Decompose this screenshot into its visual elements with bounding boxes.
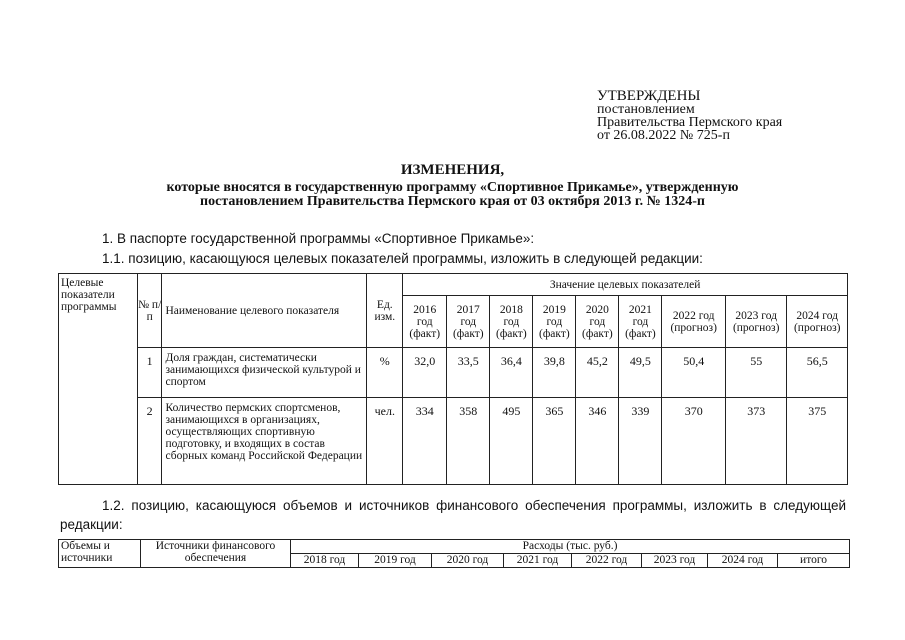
year-line: 2022 год (672, 309, 715, 322)
year-line: год (460, 315, 477, 328)
year-header (447, 296, 490, 348)
year-header (725, 296, 786, 348)
row-label-cell (59, 274, 138, 485)
table-row (59, 348, 848, 398)
indicator-name: Доля граждан, систематически занимающихся физической культурой и спортом (162, 348, 367, 398)
col-unit-header (367, 274, 403, 348)
indicator-value: 33,5 (447, 348, 490, 398)
indicator-value: 373 (725, 398, 786, 485)
year-line: (прогноз) (670, 321, 717, 334)
year-line: 2016 (413, 303, 437, 316)
subtitle-line-1: которые вносятся в государственную программу «Спортивное Прикамье», утвержденную (166, 180, 739, 195)
col-sources-label: Источники финансового обеспечения (155, 540, 276, 564)
year-line: год (416, 315, 433, 328)
indicator-name: Количество пермских спортсменов, занимающихся в организациях, осуществляющих спортивную подготовку, и входящих в состав сборных команд Российской Федерации (162, 398, 367, 485)
document-title: ИЗМЕНЕНИЯ, (400, 162, 505, 178)
col-volumes-header (59, 540, 141, 568)
indicator-value: 375 (787, 398, 848, 485)
year-line: (факт) (452, 327, 484, 340)
year-header (576, 296, 619, 348)
col-num-header (137, 274, 162, 348)
indicator-value: 339 (619, 398, 662, 485)
year-header (619, 296, 662, 348)
paragraph-1-2: 1.2. позицию, касающуюся объемов и источников финансового обеспечения программы, изложить в следующей редакции: (60, 498, 846, 532)
total-header: итого (778, 554, 850, 568)
year-header (403, 296, 447, 348)
row-num: 1 (137, 348, 162, 398)
indicator-value: 365 (533, 398, 576, 485)
year-header: 2023 год (642, 554, 708, 568)
year-header: 2022 год (572, 554, 642, 568)
year-line: 2020 (585, 303, 609, 316)
col-sources-header (141, 540, 291, 568)
year-line: 2021 (628, 303, 652, 316)
col-num-label: № п/п (138, 298, 162, 323)
year-header (490, 296, 533, 348)
approval-line-3: Правительства Пермского края (597, 115, 783, 130)
year-line: год (546, 315, 563, 328)
indicator-value: 49,5 (619, 348, 662, 398)
col-name-header (162, 274, 367, 348)
year-line: 2017 (456, 303, 480, 316)
year-line: год (503, 315, 520, 328)
year-line: (факт) (582, 327, 613, 340)
indicator-value: 358 (447, 398, 490, 485)
year-header (787, 296, 848, 348)
indicator-value: 346 (576, 398, 619, 485)
values-group-label: Значение целевых показателей (549, 278, 701, 291)
year-header (533, 296, 576, 348)
year-header: 2020 год (432, 554, 504, 568)
year-header (662, 296, 726, 348)
indicator-value: 55 (725, 348, 786, 398)
indicator-value: 50,4 (662, 348, 726, 398)
year-line: (факт) (495, 327, 527, 340)
year-line: 2019 (542, 303, 566, 316)
indicator-value: 56,5 (787, 348, 848, 398)
year-line: 2024 год (796, 309, 838, 322)
year-line: (факт) (539, 327, 570, 340)
indicator-unit: % (367, 348, 403, 398)
col-name-label: Наименование целевого показателя (165, 304, 340, 317)
year-line: (факт) (625, 327, 656, 340)
document-subtitle (0, 181, 905, 209)
year-line: год (589, 315, 606, 328)
year-header: 2021 год (504, 554, 572, 568)
indicator-unit: чел. (367, 398, 403, 485)
approval-block (597, 90, 887, 142)
indicator-value: 36,4 (490, 348, 533, 398)
year-line: 2023 год (735, 309, 777, 322)
subtitle-line-2: постановлением Правительства Пермского края от 03 октября 2013 г. № 1324-п (200, 194, 705, 209)
indicator-value: 45,2 (576, 348, 619, 398)
row-label: Целевые показатели программы (61, 277, 117, 313)
indicator-value: 39,8 (533, 348, 576, 398)
row-num: 2 (137, 398, 162, 485)
col-unit-label: Ед. изм. (374, 298, 396, 323)
expenses-group-header (291, 540, 850, 554)
indicator-value: 334 (403, 398, 447, 485)
year-line: (факт) (409, 327, 441, 340)
year-line: (прогноз) (732, 321, 780, 334)
paragraph-1: 1. В паспорте государственной программы «Спортивное Прикамье»: (102, 231, 535, 246)
indicator-value: 495 (490, 398, 533, 485)
expenses-group-label: Расходы (тыс. руб.) (522, 540, 618, 552)
year-line: 2018 (499, 303, 523, 316)
target-indicators-table (58, 273, 848, 485)
values-group-header (403, 274, 848, 296)
year-line: (прогноз) (793, 321, 841, 334)
approval-line-2: постановлением (597, 102, 695, 117)
year-header: 2018 год (291, 554, 359, 568)
financing-table (58, 539, 850, 568)
indicator-value: 32,0 (403, 348, 447, 398)
indicator-value: 370 (662, 398, 726, 485)
year-header: 2024 год (708, 554, 778, 568)
year-header: 2019 год (359, 554, 432, 568)
paragraph-1-1: 1.1. позицию, касающуюся целевых показателей программы, изложить в следующей редакции: (102, 251, 703, 266)
col-volumes-label: Объемы и источники (61, 540, 113, 564)
table-row (59, 398, 848, 485)
approval-line-4: от 26.08.2022 № 725-п (597, 128, 730, 143)
approval-title: УТВЕРЖДЕНЫ (597, 88, 701, 104)
year-line: год (632, 315, 649, 328)
